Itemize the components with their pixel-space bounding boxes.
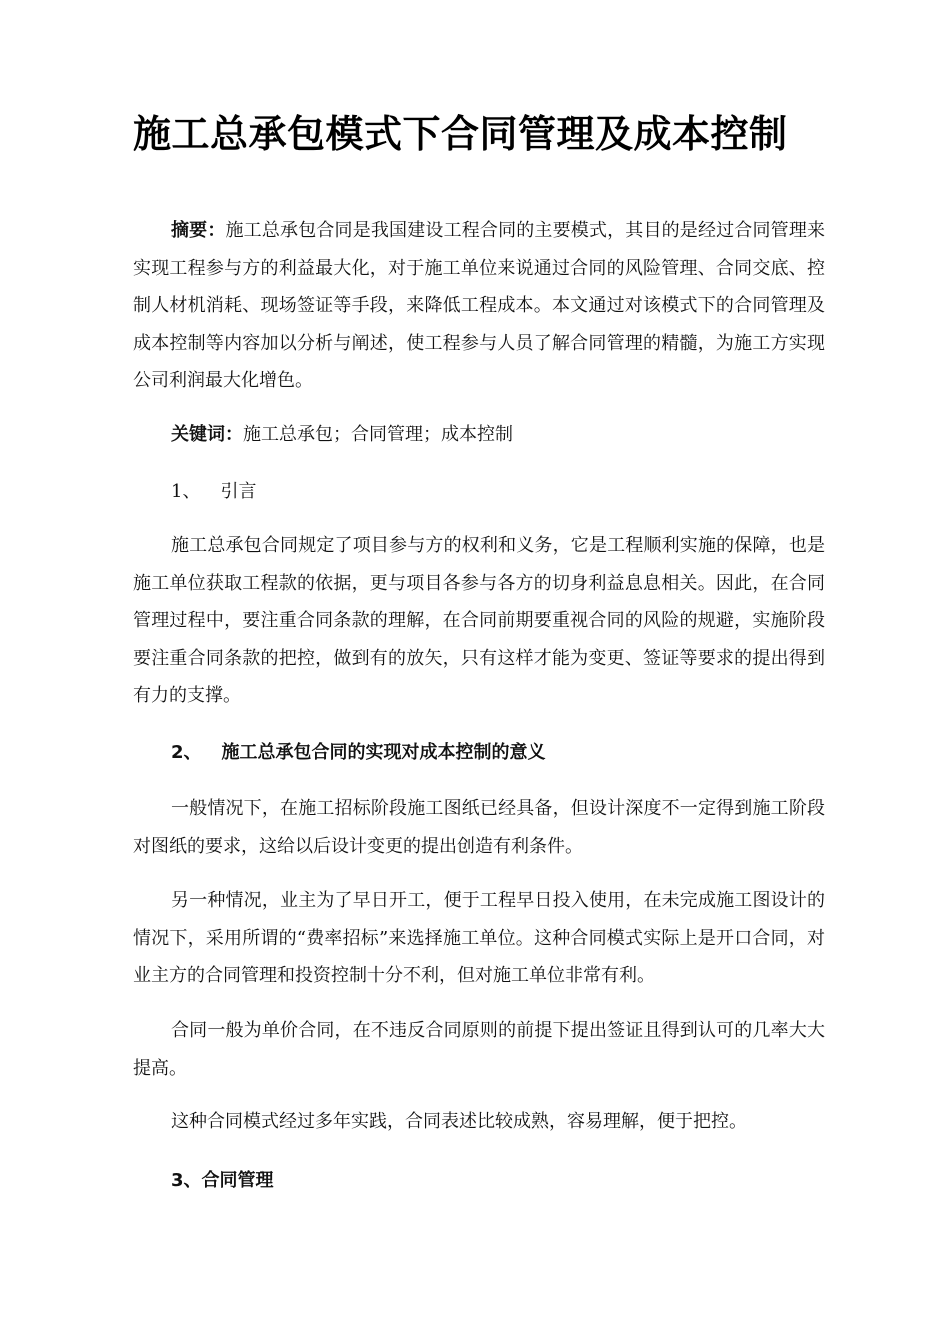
keywords-text: 施工总承包；合同管理；成本控制	[243, 424, 513, 445]
section2-heading	[171, 738, 546, 768]
keywords-line	[171, 420, 513, 450]
document-title: 施工总承包模式下合同管理及成本控制	[133, 112, 788, 156]
section2-number: 2、	[171, 742, 202, 763]
section2-paragraph-2: 另一种情况，业主为了早日开工，便于工程早日投入使用，在未完成施工图设计的情况下，采用所谓的“费率招标”来选择施工单位。这种合同模式实际上是开口合同，对业主方的合同管理和投资控制十分不利，但对施工单位非常有利。	[133, 890, 825, 986]
abstract-text: 施工总承包合同是我国建设工程合同的主要模式，其目的是经过合同管理来实现工程参与方的利益最大化，对于施工单位来说通过合同的风险管理、合同交底、控制人材机消耗、现场签证等手段，来降低工程成本。本文通过对该模式下的合同管理及成本控制等内容加以分析与阐述，使工程参与人员了解合同管理的精髓，为施工方实现公司利润最大化增色。	[133, 220, 825, 391]
section2-paragraph-1: 一般情况下，在施工招标阶段施工图纸已经具备，但设计深度不一定得到施工阶段对图纸的要求，这给以后设计变更的提出创造有利条件。	[133, 798, 825, 857]
section1-heading	[171, 477, 256, 507]
section2-paragraph-4: 这种合同模式经过多年实践，合同表述比较成熟，容易理解，便于把控。	[171, 1111, 747, 1132]
abstract-label: 摘要：	[171, 220, 226, 241]
section1-paragraph: 施工总承包合同规定了项目参与方的权利和义务，它是工程顺利实施的保障，也是施工单位获取工程款的依据，更与项目各参与各方的切身利益息息相关。因此，在合同管理过程中，要注重合同条款的理解，在合同前期要重视合同的风险的规避，实施阶段要注重合同条款的把控，做到有的放矢，只有这样才能为变更、签证等要求的提出得到有力的支撑。	[133, 535, 825, 706]
section2-paragraph-3: 合同一般为单价合同，在不违反合同原则的前提下提出签证且得到认可的几率大大提高。	[133, 1020, 825, 1079]
keywords-label: 关键词：	[171, 424, 243, 445]
section3-heading: 3、合同管理	[171, 1170, 274, 1191]
section2-title: 施工总承包合同的实现对成本控制的意义	[221, 742, 546, 763]
abstract-paragraph	[133, 212, 825, 400]
section1-number: 1、	[171, 481, 201, 502]
section1-title: 引言	[220, 481, 257, 502]
